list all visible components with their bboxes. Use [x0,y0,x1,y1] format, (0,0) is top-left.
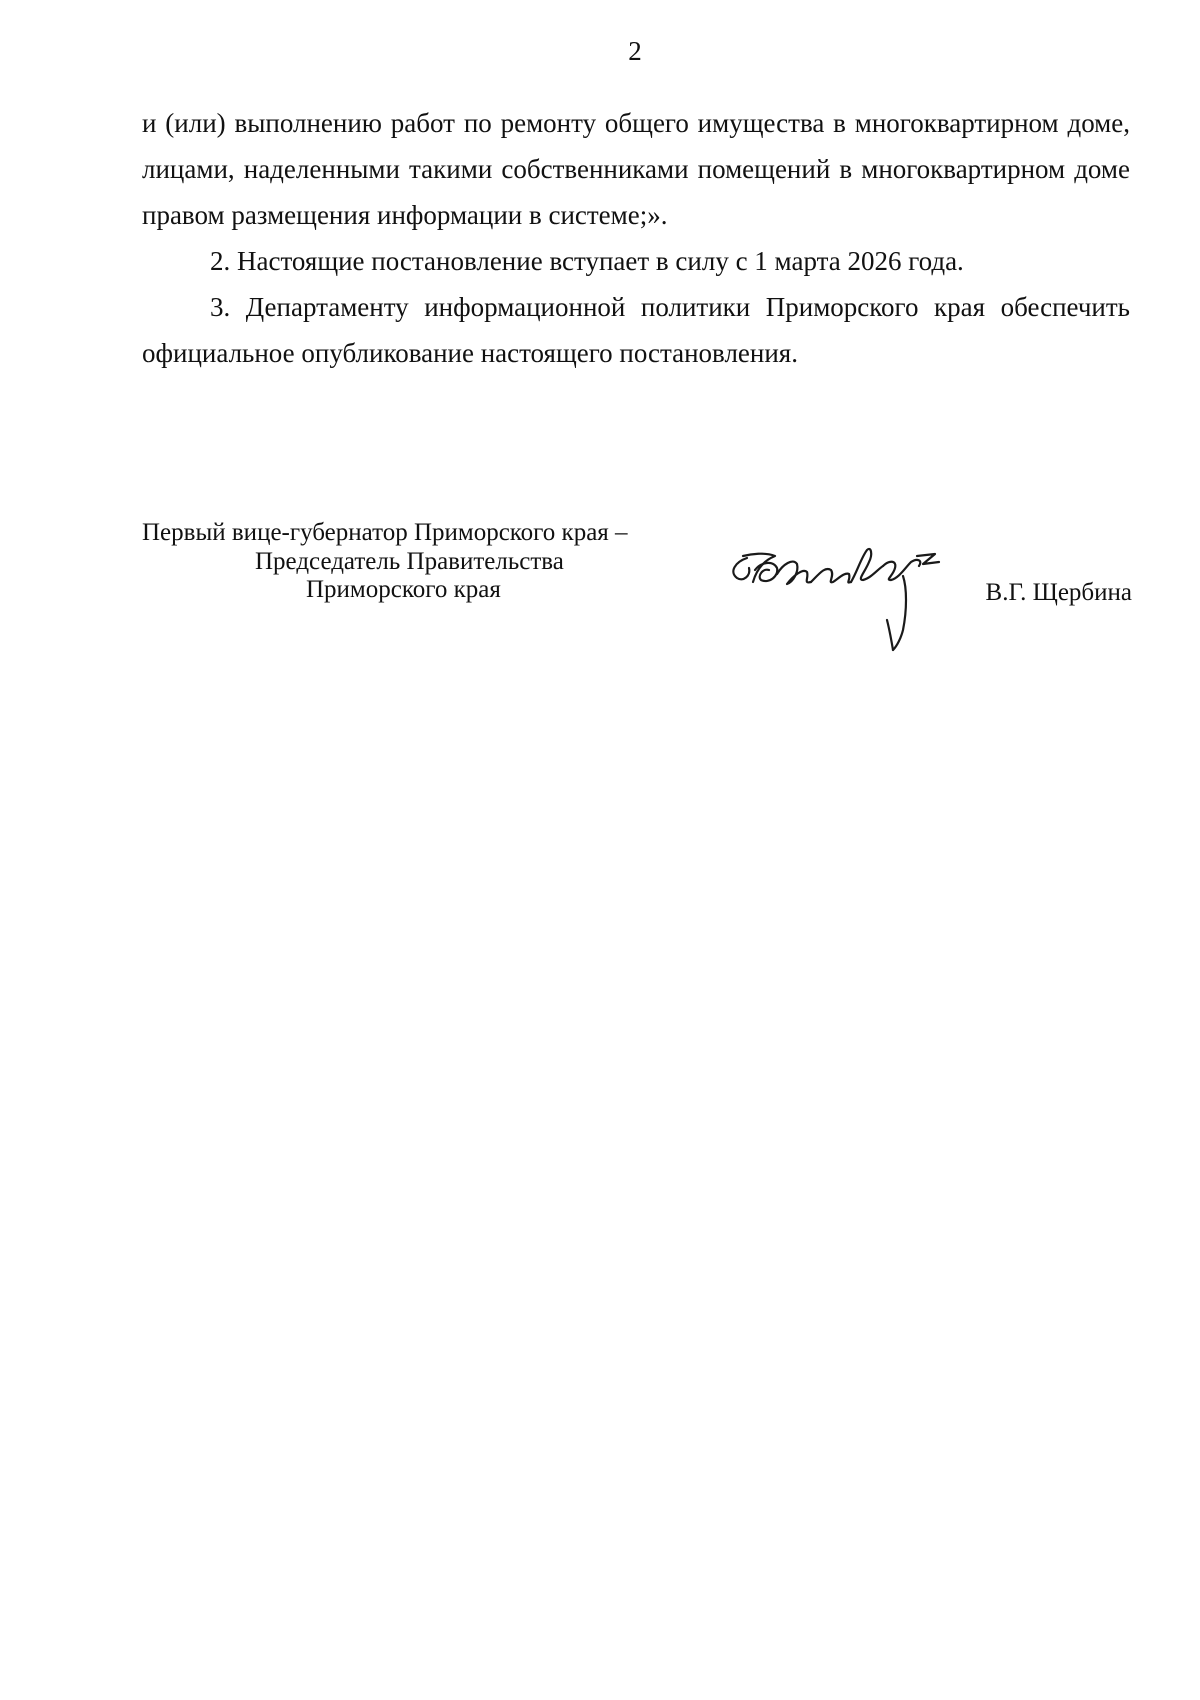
signer-name: В.Г. Щербина [985,579,1132,606]
paragraph-item-2: 2. Настоящие постановление вступает в силу с 1 марта 2026 года. [210,246,964,276]
paragraph-item-3: 3. Департаменту информационной политики Приморского края обеспечить официальное опубликование настоящего постановления. [142,292,1130,368]
signature-block [142,518,1130,638]
page-number: 2 [628,36,642,66]
handwritten-signature [707,538,947,668]
signer-position-line-3: Приморского края [306,576,501,603]
document-body [142,100,1130,376]
signer-position-line-2: Председатель Правительства [255,548,564,575]
signer-position-line-1: Первый вице-губернатор Приморского края – [142,519,628,546]
paragraph-continuation: и (или) выполнению работ по ремонту общего имущества в многоквартирном доме, лицами, наделенными такими собственниками помещений в многоквартирном доме правом размещения информации в системе;». [142,108,1130,230]
